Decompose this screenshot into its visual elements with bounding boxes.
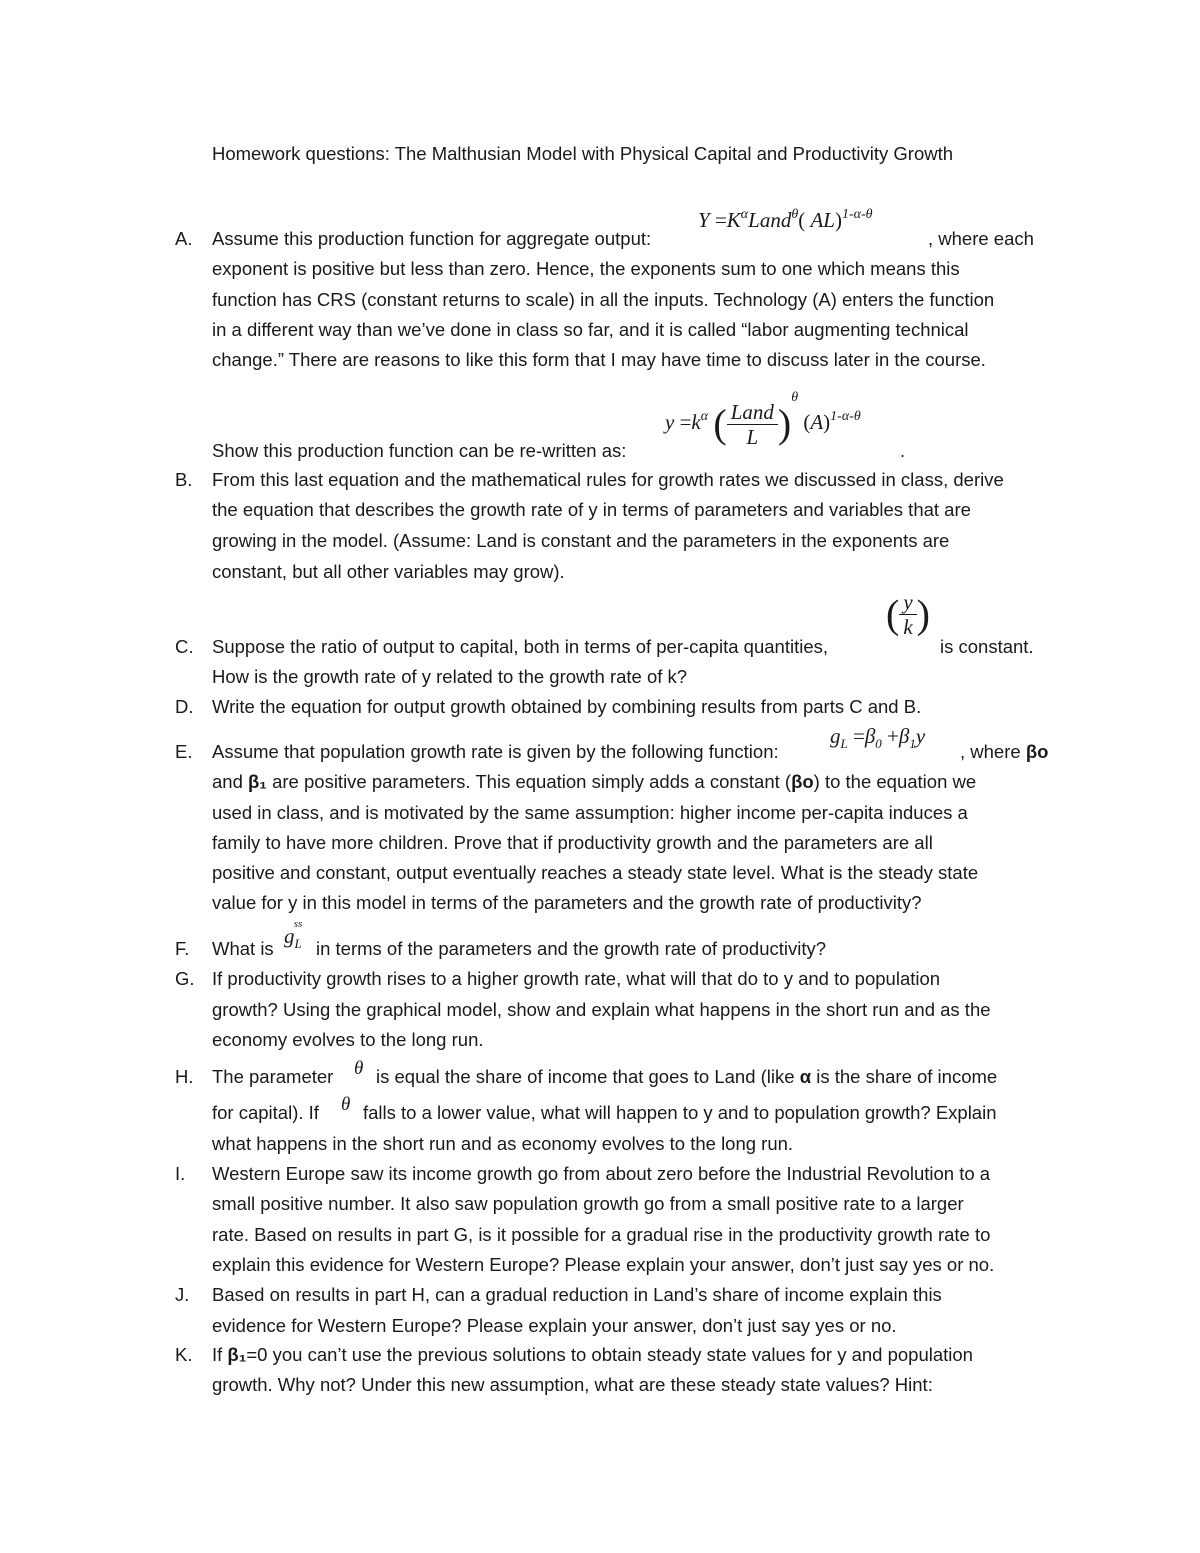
item-e-line-1: Assume that population growth rate is given by the following function: <box>212 741 779 762</box>
item-e-line-6: value for y in this model in terms of the parameters and the growth rate of productivity? <box>212 892 922 913</box>
theta-symbol-1: θ <box>354 1058 364 1079</box>
item-h-line-2: for capital). If <box>212 1102 319 1123</box>
item-letter-a: A. <box>175 228 193 249</box>
item-k-line-1: If β₁=0 you can’t use the previous solutions to obtain steady state values for y and population <box>212 1344 973 1365</box>
equation-population-growth: $g_L =\beta_0 +\beta_1y$ <box>830 724 926 751</box>
item-j-line-2: evidence for Western Europe? Please explain your answer, don’t just say yes or no. <box>212 1315 897 1336</box>
item-a-line-1: Assume this production function for aggregate output: <box>212 228 652 249</box>
item-e-line-4: family to have more children. Prove that if productivity growth and the parameters are all <box>212 832 933 853</box>
item-f-line-1: What is <box>212 938 274 959</box>
equation-production-function: $Y =K^\alpha Land^\theta$( AL)$^{1-\alpha-\theta}$ <box>698 207 873 232</box>
item-g-line-3: economy evolves to the long run. <box>212 1029 484 1050</box>
item-d-line-1: Write the equation for output growth obtained by combining results from parts C and B. <box>212 696 922 717</box>
item-letter-j: J. <box>175 1284 190 1305</box>
item-e-line-3: used in class, and is motivated by the same assumption: higher income per-capita induces a <box>212 802 968 823</box>
item-a-line-3: function has CRS (constant returns to scale) in all the inputs. Technology (A) enters the function <box>212 289 995 310</box>
item-a-line-6: Show this production function can be re-written as: <box>212 440 627 461</box>
item-h-line-1: The parameter <box>212 1066 334 1087</box>
item-c-line-1: Suppose the ratio of output to capital, both in terms of per-capita quantities, <box>212 636 829 657</box>
item-b-line-3: growing in the model. (Assume: Land is constant and the parameters in the exponents are <box>212 530 950 551</box>
item-i-line-3: rate. Based on results in part G, is it possible for a gradual rise in the productivity growth rate to <box>212 1224 991 1245</box>
item-letter-b: B. <box>175 469 193 490</box>
page-title: Homework questions: The Malthusian Model with Physical Capital and Productivity Growth <box>212 143 954 164</box>
item-i-line-2: small positive number. It also saw population growth go from a small positive rate to a larger <box>212 1193 964 1214</box>
item-h-line-2-tail: falls to a lower value, what will happen to y and to population growth? Explain <box>363 1102 997 1123</box>
item-g-line-2: growth? Using the graphical model, show and explain what happens in the short run and as the <box>212 999 991 1020</box>
item-a-line-4: in a different way than we’ve done in class so far, and it is called “labor augmenting technical <box>212 319 969 340</box>
item-k-line-2: growth. Why not? Under this new assumption, what are these steady state values? Hint: <box>212 1374 933 1395</box>
item-letter-e: E. <box>175 741 193 762</box>
item-i-line-4: explain this evidence for Western Europe? Please explain your answer, don’t just say yes or no. <box>212 1254 995 1275</box>
item-a-line-2: exponent is positive but less than zero. Hence, the exponents sum to one which means this <box>212 258 960 279</box>
item-h-line-1-tail: is equal the share of income that goes to Land (like α is the share of income <box>376 1066 998 1087</box>
item-letter-k: K. <box>175 1344 193 1365</box>
item-b-line-2: the equation that describes the growth rate of y in terms of parameters and variables that are <box>212 499 971 520</box>
item-f-line-1-tail: in terms of the parameters and the growth rate of productivity? <box>316 938 827 959</box>
item-a-line-5: change.” There are reasons to like this form that I may have time to discuss later in the course. <box>212 349 986 370</box>
item-g-line-1: If productivity growth rises to a higher growth rate, what will that do to y and to population <box>212 968 941 989</box>
item-i-line-1: Western Europe saw its income growth go from about zero before the Industrial Revolution to a <box>212 1163 991 1184</box>
equation-per-capita-production: $y =k^\alpha$ ( $\frac{\text{Land}}{L}$ )$^\theta$ $(A)^{1-\alpha-\theta}$ <box>665 390 861 449</box>
item-letter-h: H. <box>175 1066 194 1087</box>
item-b-line-4: constant, but all other variables may grow). <box>212 561 565 582</box>
item-letter-g: G. <box>175 968 195 989</box>
item-e-line-5: positive and constant, output eventually reaches a steady state level. What is the steady state <box>212 862 979 883</box>
item-b-line-1: From this last equation and the mathematical rules for growth rates we discussed in class, derive <box>212 469 1004 490</box>
item-a-line-6-tail: . <box>900 440 906 461</box>
item-letter-d: D. <box>175 696 194 717</box>
item-j-line-1: Based on results in part H, can a gradual reduction in Land’s share of income explain this <box>212 1284 942 1305</box>
equation-steady-state-growth: $g_L^{ss}$ <box>284 918 303 951</box>
item-a-line-1-tail: , where each <box>928 228 1034 249</box>
theta-symbol-2: θ <box>341 1094 351 1115</box>
item-letter-i: I. <box>175 1163 186 1184</box>
item-c-line-2: How is the growth rate of y related to the growth rate of k? <box>212 666 688 687</box>
item-letter-f: F. <box>175 938 190 959</box>
item-h-line-3: what happens in the short run and as economy evolves to the long run. <box>212 1133 794 1154</box>
equation-y-over-k: ( $\frac{y}{k}$ ) <box>886 590 930 639</box>
item-e-line-2: and β₁ are positive parameters. This equation simply adds a constant (βo) to the equation we <box>212 771 977 792</box>
item-e-line-1-tail: , where βo <box>960 741 1049 762</box>
item-c-line-1-tail: is constant. <box>940 636 1034 657</box>
item-letter-c: C. <box>175 636 194 657</box>
